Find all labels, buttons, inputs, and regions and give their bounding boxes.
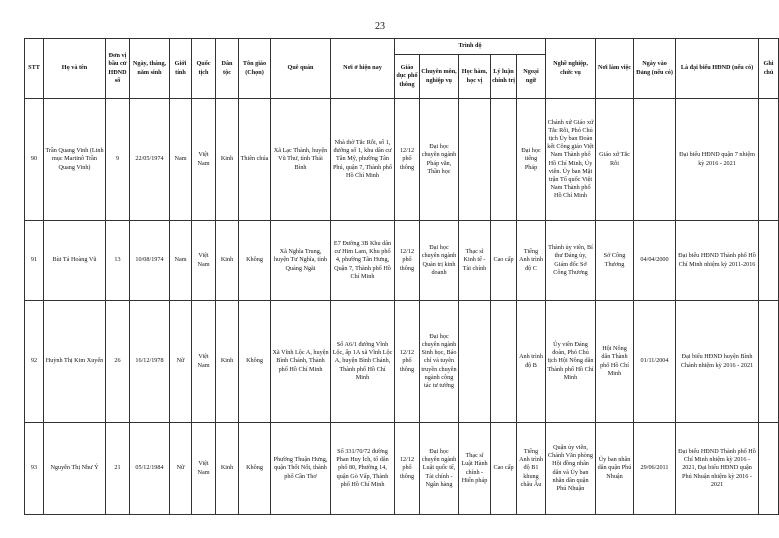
cell-name: Huỳnh Thị Kim Xuyến — [44, 301, 106, 423]
cell-politics: Cao cấp — [491, 221, 517, 301]
cell-note — [759, 301, 779, 423]
cell-degree: Thạc sĩ Kinh tế - Tài chính — [459, 221, 491, 301]
cell-language: Anh trình độ B — [517, 301, 546, 423]
cell-hdnd: Đại biểu HĐND Thành phố Hồ Chí Minh nhiệm kỳ 2011-2016 — [676, 221, 759, 301]
cell-nationality: Việt Nam — [192, 99, 216, 221]
cell-ethnicity: Kinh — [216, 423, 239, 515]
cell-party-date: 01/11/2004 — [634, 301, 676, 423]
candidate-table — [24, 38, 779, 515]
header-hometown: Quê quán — [271, 39, 331, 99]
cell-note — [759, 221, 779, 301]
cell-occupation: Thành ủy viên, Bí thư Đảng ủy, Giám đốc Sở Công Thương — [546, 221, 596, 301]
cell-dob: 22/05/1974 — [130, 99, 170, 221]
cell-nationality: Việt Nam — [192, 423, 216, 515]
cell-stt: 92 — [25, 301, 44, 423]
cell-politics — [491, 99, 517, 221]
cell-degree — [459, 301, 491, 423]
cell-hometown: Xã Vĩnh Lộc A, huyện Bình Chánh, Thành phố Hồ Chí Minh — [271, 301, 331, 423]
cell-residence: Số A6/1 đường Vĩnh Lộc, ấp 1A xã Vĩnh Lộc A, huyện Bình Chánh, Thành phố Hồ Chí Minh — [331, 301, 395, 423]
cell-unit: 21 — [106, 423, 130, 515]
cell-ethnicity: Kinh — [216, 301, 239, 423]
cell-specialty: Đại học chuyên ngành Quản trị kinh doanh — [420, 221, 459, 301]
header-unit: Đơn vị bầu cử HĐND số — [106, 39, 130, 99]
cell-general-edu: 12/12 phổ thông — [395, 301, 420, 423]
cell-name: Bùi Tá Hoàng Vũ — [44, 221, 106, 301]
cell-general-edu: 12/12 phổ thông — [395, 221, 420, 301]
cell-residence: Số 331/70/72 đường Phan Huy Ích, tổ dân phố 80, Phường 14, quận Gò Vấp, Thành phố Hồ Chí Minh — [331, 423, 395, 515]
cell-party-date: 29/06/2011 — [634, 423, 676, 515]
cell-hdnd: Đại biểu HĐND quận 7 nhiệm kỳ 2016 - 2021 — [676, 99, 759, 221]
cell-gender: Nam — [170, 221, 192, 301]
header-specialty: Chuyên môn, nghiệp vụ — [420, 55, 459, 99]
header-general-edu: Giáo dục phổ thông — [395, 55, 420, 99]
header-party-date: Ngày vào Đảng (nếu có) — [634, 39, 676, 99]
cell-hometown: Xã Lạc Thành, huyện Vũ Thư, tỉnh Thái Bình — [271, 99, 331, 221]
cell-workplace: Ủy ban nhân dân quận Phú Nhuận — [596, 423, 634, 515]
cell-religion: Không — [239, 301, 271, 423]
table-row — [25, 99, 779, 221]
cell-hometown: Xã Nghĩa Trung, huyện Tư Nghĩa, tỉnh Quảng Ngãi — [271, 221, 331, 301]
cell-hometown: Phường Thuận Hưng, quận Thốt Nốt, thành phố Cần Thơ — [271, 423, 331, 515]
header-note: Ghi chú — [759, 39, 779, 99]
cell-language: Đại học tiếng Pháp — [517, 99, 546, 221]
header-education-group: Trình độ — [395, 39, 546, 55]
cell-hdnd: Đại biểu HĐND huyện Bình Chánh nhiệm kỳ 2016 - 2021 — [676, 301, 759, 423]
cell-stt: 91 — [25, 221, 44, 301]
cell-party-date: 04/04/2000 — [634, 221, 676, 301]
cell-occupation: Quận ủy viên, Chánh Văn phòng Hội đồng nhân dân và Ủy ban nhân dân quận Phú Nhuận — [546, 423, 596, 515]
table-row — [25, 423, 779, 515]
cell-dob: 05/12/1984 — [130, 423, 170, 515]
cell-workplace: Sở Công Thương — [596, 221, 634, 301]
cell-gender: Nam — [170, 99, 192, 221]
header-language: Ngoại ngữ — [517, 55, 546, 99]
cell-language: Tiếng Anh trình độ B1 khung châu Âu — [517, 423, 546, 515]
cell-degree — [459, 99, 491, 221]
header-workplace: Nơi làm việc — [596, 39, 634, 99]
cell-party-date — [634, 99, 676, 221]
cell-hdnd: Đại biểu HĐND Thành phố Hồ Chí Minh nhiệm kỳ 2016 - 2021, Đại biểu HĐND quận Phú Nhuận nhiệm kỳ 2016 - 2021 — [676, 423, 759, 515]
cell-ethnicity: Kinh — [216, 221, 239, 301]
cell-politics — [491, 301, 517, 423]
header-religion: Tôn giáo (Chọn) — [239, 39, 271, 99]
page-number: 23 — [375, 21, 385, 32]
cell-occupation: Ủy viên Đảng đoàn, Phó Chủ tịch Hội Nông dân Thành phố Hồ Chí Minh — [546, 301, 596, 423]
cell-degree: Thạc sĩ Luật Hành chính - Hiến pháp — [459, 423, 491, 515]
cell-unit: 13 — [106, 221, 130, 301]
header-occupation: Nghề nghiệp, chức vụ — [546, 39, 596, 99]
table-row — [25, 301, 779, 423]
cell-ethnicity: Kinh — [216, 99, 239, 221]
cell-note — [759, 99, 779, 221]
header-hdnd: Là đại biểu HĐND (nếu có) — [676, 39, 759, 99]
cell-stt: 90 — [25, 99, 44, 221]
cell-note — [759, 423, 779, 515]
cell-politics: Cao cấp — [491, 423, 517, 515]
cell-language: Tiếng Anh trình độ C — [517, 221, 546, 301]
cell-dob: 10/08/1974 — [130, 221, 170, 301]
cell-occupation: Chánh xứ Giáo xứ Tắc Rỗi, Phó Chủ tịch Ủy ban Đoàn kết Công giáo Việt Nam Thành phố Hồ Chí Minh, Ủy viên. Ủy ban Mặt trận Tổ quốc Việt Nam Thành phố Hồ Chí Minh — [546, 99, 596, 221]
cell-name: Nguyễn Thị Như Ý — [44, 423, 106, 515]
header-stt: STT — [25, 39, 44, 99]
cell-religion: Không — [239, 221, 271, 301]
cell-general-edu: 12/12 phổ thông — [395, 99, 420, 221]
header-gender: Giới tính — [170, 39, 192, 99]
cell-unit: 26 — [106, 301, 130, 423]
cell-specialty: Đại học chuyên ngành Sinh học, Báo chí và tuyên truyền chuyên ngành công tác tư tưởng — [420, 301, 459, 423]
cell-stt: 93 — [25, 423, 44, 515]
cell-name: Trần Quang Vinh (Linh mục Martinô Trần Quang Vinh) — [44, 99, 106, 221]
cell-nationality: Việt Nam — [192, 221, 216, 301]
cell-religion: Thiên chúa — [239, 99, 271, 221]
cell-gender: Nữ — [170, 301, 192, 423]
header-ethnicity: Dân tộc — [216, 39, 239, 99]
header-politics: Lý luận chính trị — [491, 55, 517, 99]
cell-dob: 16/12/1978 — [130, 301, 170, 423]
cell-unit: 9 — [106, 99, 130, 221]
cell-workplace: Giáo xứ Tắc Rỗi — [596, 99, 634, 221]
cell-specialty: Đại học chuyên ngành Pháp văn, Thần học — [420, 99, 459, 221]
cell-residence: E7 Đường 3B Khu dân cư Him Lam, Khu phố 4, phường Tân Hưng, Quận 7, Thành phố Hồ Chí Minh — [331, 221, 395, 301]
table-row — [25, 221, 779, 301]
header-row-top — [25, 39, 779, 55]
header-nationality: Quốc tịch — [192, 39, 216, 99]
cell-religion: Không — [239, 423, 271, 515]
header-residence: Nơi ở hiện nay — [331, 39, 395, 99]
cell-specialty: Đại học chuyên ngành Luật quốc tế, Tài chính - Ngân hàng — [420, 423, 459, 515]
cell-gender: Nữ — [170, 423, 192, 515]
cell-general-edu: 12/12 phổ thông — [395, 423, 420, 515]
header-dob: Ngày, tháng, năm sinh — [130, 39, 170, 99]
header-name: Họ và tên — [44, 39, 106, 99]
cell-residence: Nhà thờ Tắc Rỗi, số 1, đường số 1, khu dân cư Tân Mỹ, phường Tân Phú, quận 7, Thành phố Hồ Chí Minh — [331, 99, 395, 221]
header-degree: Học hàm, học vị — [459, 55, 491, 99]
cell-nationality: Việt Nam — [192, 301, 216, 423]
cell-workplace: Hội Nông dân Thành phố Hồ Chí Minh — [596, 301, 634, 423]
